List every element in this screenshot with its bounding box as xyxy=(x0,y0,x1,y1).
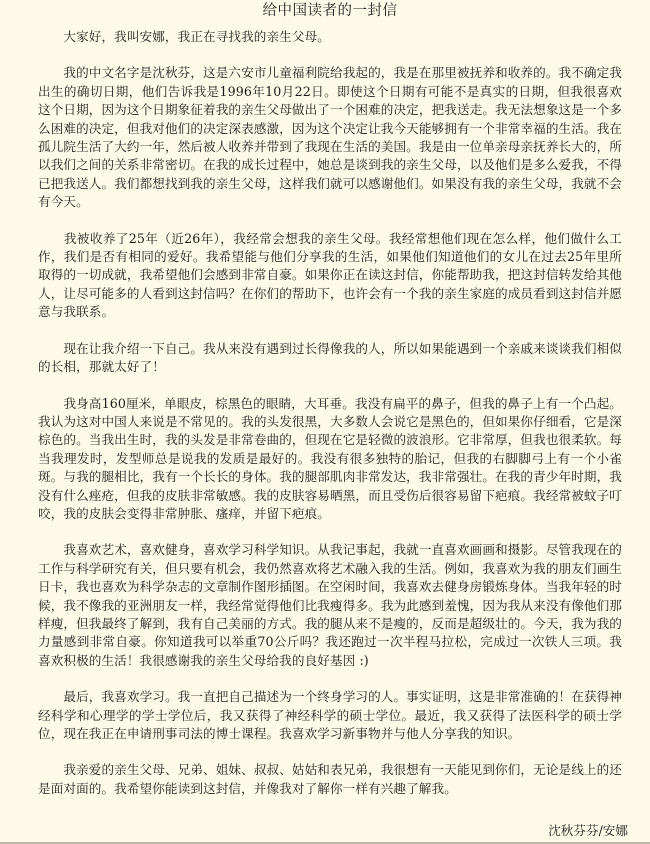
paragraph-adoption: 我被收养了25年（近26年），我经常会想我的亲生父母。我经常想他们现在怎么样，他们做什么工作，我们是否有相同的爱好。我希望能与他们分享我的生活，如果他们知道他们的女儿在过去25年里所取得的一切成就，我希望他们会感到非常自豪。如果你正在读这封信，你能帮助我，把这封信转发给其他人，让尽可能多的人看到这封信吗？在你们的帮助下，也许会有一个我的亲生家庭的成员看到这封信并愿意与我联系。 xyxy=(38,230,622,320)
paragraph-introduction: 现在让我介绍一下自己。我从来没有遇到过长得像我的人，所以如果能遇到一个亲戚来谈谈我们相似的长相，那就太好了！ xyxy=(38,340,622,375)
paragraph-greeting: 大家好，我叫安娜，我正在寻找我的亲生父母。 xyxy=(38,29,330,44)
paragraph-education: 最后，我喜欢学习。我一直把自己描述为一个终身学习的人。事实证明，这是非常准确的！在获得神经科学和心理学的学士学位后，我又获得了神经科学的硕士学位。最近，我又获得了法医科学的硕士学位，现在我正在申请刑事司法的博士课程。我喜欢学习新事物并与他人分享我的知识。 xyxy=(38,689,622,741)
paragraph-interests: 我喜欢艺术，喜欢健身，喜欢学习科学知识。从我记事起，我就一直喜欢画画和摄影。尽管我现在的工作与科学研究有关，但只要有机会，我仍然喜欢将艺术融入我的生活。例如，我喜欢为我的朋友们画生日卡，我也喜欢为科学杂志的文章制作图形插图。在空闲时间，我喜欢去健身房锻炼身体。当我年轻的时候，我不像我的亚洲朋友一样，我经常觉得他们比我瘦得多。我为此感到羞愧，因为我从来没有像他们那样瘦，但我最终了解到，我有自己美丽的方式。我的腿从来不是瘦的，反而是超级壮的。今天，我为我的力量感到非常自豪。你知道我可以举重70公斤吗？我还跑过一次半程马拉松，完成过一次铁人三项。我喜欢积极的生活！我很感谢我的亲生父母给我的良好基因 :) xyxy=(38,542,622,668)
letter-title: 给中国读者的一封信 xyxy=(262,3,398,19)
paragraph-appearance: 我身高160厘米，单眼皮，棕黑色的眼睛，大耳垂。我没有扁平的鼻子，但我的鼻子上有一个凸起。我认为这对中国人来说是不常见的。我的头发很黑，大多数人会说它是黑色的，但如果你仔细看，它是深棕色的。当我出生时，我的头发是非常卷曲的，但现在它是轻微的波浪形。它非常厚，但我也很柔软。每当我理发时，发型师总是说我的发质是最好的。我没有很多独特的胎记，但我的右脚脚弓上有一个小雀斑。与我的腿相比，我有一个长长的身体。我的腿部肌肉非常发达，我非常强壮。在我的青少年时期，我没有什么痤疮，但我的皮肤非常敏感。我的皮肤容易晒黑，而且受伤后很容易留下疤痕。我经常被蚊子叮咬，我的皮肤会变得非常肿胀、瘙痒，并留下疤痕。 xyxy=(38,395,622,521)
paragraph-closing: 我亲爱的亲生父母、兄弟、姐妹、叔叔、姑姑和表兄弟，我很想有一天能见到你们，无论是线上的还是面对面的。我希望你能读到这封信，并像我对了解你一样有兴趣了解我。 xyxy=(38,762,622,796)
paragraph-background: 我的中文名字是沈秋芬，这是六安市儿童福利院给我起的，我是在那里被抚养和收养的。我不确定我出生的确切日期，他们告诉我是1996年10月22日。即使这个日期有可能不是真实的日期，但我很喜欢这个日期，因为这个日期象征着我的亲生父母做出了一个困难的决定，把我送走。我无法想象这是一个多么困难的决定，但我对他们的决定深表感激，因为这个决定让我今天能够拥有一个非常幸福的生活。我在孤儿院生活了大约一年，然后被人收养并带到了我现在生活的美国。我是由一位单亲母亲抚养长大的，所以我们之间的关系非常密切。在我的成长过程中，她总是谈到我的亲生父母，以及他们是多么爱我，不得已把我送人。我们都想找到我的亲生父母，这样我们就可以感谢他们。如果没有我的亲生父母，我就不会有今天。 xyxy=(38,65,622,210)
signature: 沈秋芬芬/安娜 xyxy=(548,823,628,838)
